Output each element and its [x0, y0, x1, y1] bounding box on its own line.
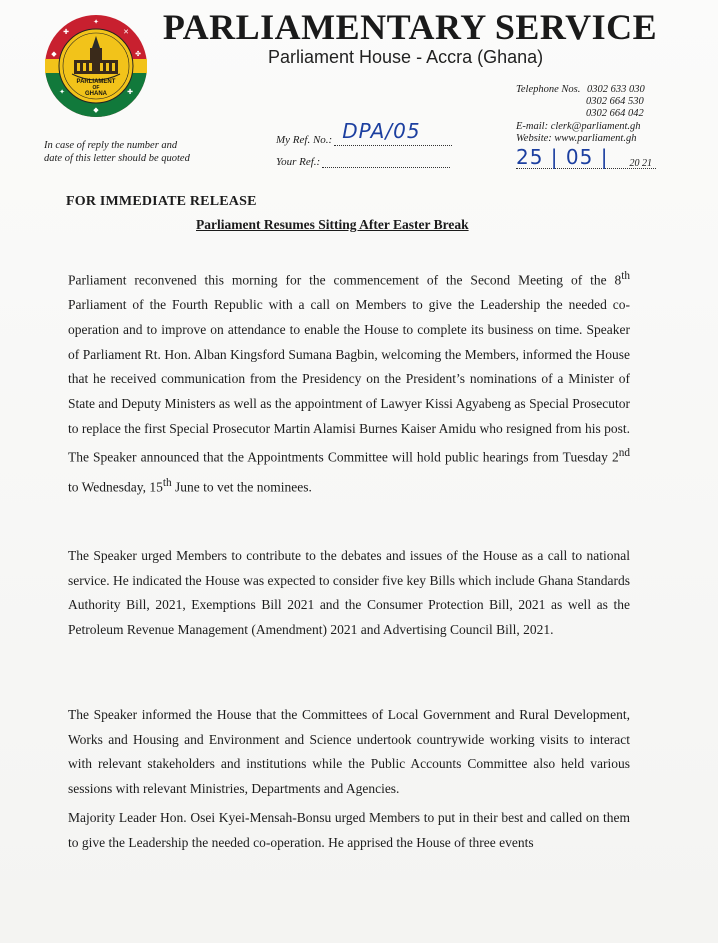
- paragraph-3: [68, 703, 630, 802]
- svg-text:✦: ✦: [59, 88, 65, 96]
- p4-text: Majority Leader Hon. Osei Kyei-Mensah-Bonsu urged Members to put in their best and called on them to give the Leadership the needed co-operation. He apprised the House of three events: [68, 810, 630, 850]
- parliament-seal-logo: [44, 14, 148, 118]
- my-ref-field: [334, 119, 452, 146]
- your-ref-label: Your Ref.:: [276, 156, 321, 168]
- seal-text-of: OF: [92, 85, 100, 91]
- seal-text-ghana: GHANA: [85, 91, 107, 97]
- reply-note: In case of reply the number and date of this letter should be quoted: [44, 140, 190, 164]
- telephone-number: 0302 633 030: [587, 84, 645, 95]
- paragraph-4: [68, 806, 630, 855]
- p1-text-d: June to vet the nominees.: [171, 479, 312, 495]
- my-ref-line: [276, 119, 452, 146]
- p1-text-c: to Wednesday, 15: [68, 479, 163, 495]
- telephone-label: Telephone Nos.: [516, 84, 581, 95]
- svg-text:✚: ✚: [127, 88, 133, 96]
- website-line: Website: www.parliament.gh: [516, 132, 637, 144]
- p2-text: The Speaker urged Members to contribute to the debates and issues of the House as a call to national service. He indicated the House was expected to consider five key Bills which include Ghana Standards Authority Bill, 2021, Exemptions Bill 2021 and the Consumer Protection Bill, 2021 as well as the Petroleum Revenue Management (Amendment) 2021 and Advertising Council Bill, 2021.: [68, 548, 630, 638]
- p1-sup-3: th: [162, 476, 172, 489]
- paragraph-1: [68, 264, 630, 500]
- svg-text:✕: ✕: [123, 28, 129, 36]
- letterhead-title: PARLIAMENTARY SERVICE: [162, 7, 658, 47]
- date-handwritten: 25 | 05 |: [516, 145, 609, 169]
- telephone-number: 0302 664 530: [586, 96, 644, 108]
- p3-text: The Speaker informed the House that the Committees of Local Government and Rural Development, Works and Housing and Environment and Science undertook countrywide working visits to interact with relevant stakeholders and institutions while the Public Accounts Committee also held various sessions with relevant Ministries, Departments and Agencies.: [68, 707, 630, 797]
- svg-text:◆: ◆: [51, 50, 57, 58]
- telephone-row: [516, 84, 696, 96]
- p1-sup-2: nd: [618, 447, 630, 460]
- email-line: E-mail: clerk@parliament.gh: [516, 120, 641, 132]
- my-ref-handwritten: DPA/05: [342, 119, 421, 143]
- your-ref-line: [276, 146, 452, 168]
- p1-text-a: Parliament reconvened this morning for the commencement of the Second Meeting of the 8: [68, 272, 622, 288]
- reference-block: [276, 119, 452, 168]
- seal-text-parliament: PARLIAMENT: [76, 79, 116, 85]
- svg-text:✚: ✚: [63, 28, 69, 36]
- date-year: 20 21: [629, 158, 652, 169]
- paragraph-2: [68, 544, 630, 643]
- date-field: [516, 146, 656, 169]
- your-ref-field: [322, 155, 450, 168]
- release-label: FOR IMMEDIATE RELEASE: [66, 194, 257, 209]
- telephone-number: 0302 664 042: [586, 108, 644, 120]
- letterhead-subtitle: Parliament House - Accra (Ghana): [268, 47, 544, 67]
- my-ref-label: My Ref. No.:: [276, 134, 333, 146]
- p1-sup-1: th: [621, 270, 630, 282]
- p1-text-b: Parliament of the Fourth Republic with a call on Members to give the Leadership the needed co-operation and to improve on attendance to enable the House to complete its business on time. Speaker of Parliament Rt. Hon. Alban Kingsford Sumana Bagbin, welcoming the Members, informed the House that he received communication from the Presidency on the President’s nominations of a Minister of State and Deputy Ministers as well as the appointment of Lawyer Kissi Agyabeng as Special Prosecutor to replace the first Special Prosecutor Martin Alamisi Burnes Kaiser Amidu who resigned from his post. The Speaker announced that the Appointments Committee will hold public hearings from Tuesday 2: [68, 297, 630, 465]
- press-heading: Parliament Resumes Sitting After Easter Break: [196, 217, 469, 232]
- contact-block: [516, 84, 696, 145]
- svg-text:✤: ✤: [135, 50, 141, 58]
- svg-text:◆: ◆: [93, 106, 99, 114]
- svg-text:✦: ✦: [93, 18, 99, 26]
